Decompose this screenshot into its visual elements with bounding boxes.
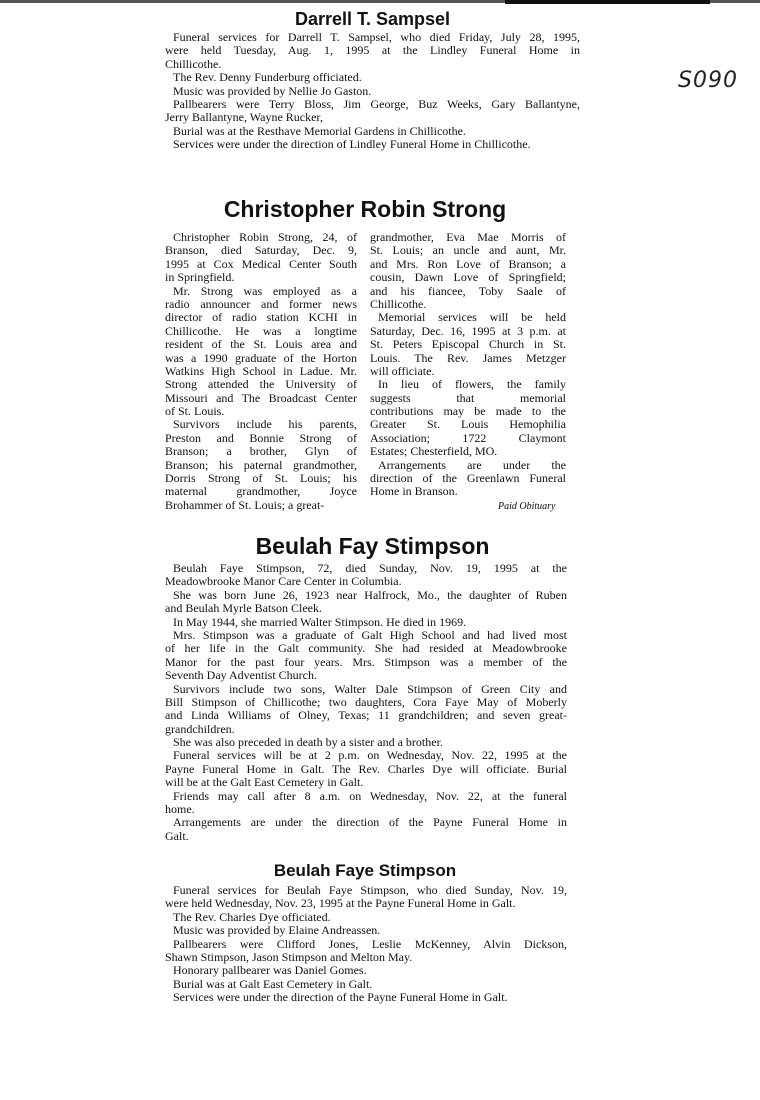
text-line: Missouri and The Broadcast Center (165, 390, 357, 405)
text-line: In lieu of flowers, the family (378, 377, 566, 392)
obituary-title-stimpson-services: Beulah Faye Stimpson (273, 861, 457, 880)
text-line: contributions may be made to the (370, 404, 566, 419)
text-line: Watkins High School in Ladue. Mr. (165, 363, 357, 378)
obituary-body-sampsel (165, 31, 580, 152)
text-line: St. Louis; an uncle and aunt, Mr. (370, 243, 566, 258)
text-line: were held Tuesday, Aug. 1, 1995 at the Lindley Funeral Home in (165, 43, 580, 58)
text-line: Payne Funeral Home in Galt. The Rev. Charles Dye will officiate. Burial (165, 761, 567, 776)
obituary-body-stimpson-services (165, 884, 567, 1005)
text-line: The Rev. Denny Funderburg officiated. (173, 70, 362, 85)
text-line: She was born June 26, 1923 near Halfrock, Mo., the daughter of Ruben (173, 587, 567, 602)
text-line: Survivors include two sons, Walter Dale Stimpson of Green City and (173, 681, 567, 696)
text-line: and his fiancee, Toby Saale of (370, 283, 566, 298)
obituary-title-strong: Christopher Robin Strong (223, 196, 507, 222)
text-line: grandmother, Eva Mae Morris of (370, 230, 566, 244)
scan-top-edge-dark (505, 0, 710, 4)
text-line: Branson; his paternal grandmother, (165, 457, 357, 472)
text-line: Branson; a brother, Glyn of (165, 444, 357, 459)
obituary-body-stimpson (165, 562, 567, 843)
text-line: Burial was at Galt East Cemetery in Galt. (173, 976, 373, 991)
text-line: Funeral services for Beulah Faye Stimpson, who died Sunday, Nov. 19, (173, 883, 567, 897)
text-line: Burial was at the Resthave Memorial Gardens in Chillicothe. (173, 123, 466, 138)
text-line: Strong attended the University of (165, 377, 357, 392)
text-line: Meadowbrooke Manor Care Center in Columbia. (165, 574, 402, 589)
text-line: Survivors include his parents, (173, 417, 357, 432)
text-line: radio announcer and former news (165, 296, 357, 311)
text-line: director of radio station KCHI in (165, 310, 357, 325)
text-line: Beulah Faye Stimpson, 72, died Sunday, Nov. 19, 1995 at the (173, 561, 567, 575)
text-line: Saturday, Dec. 16, 1995 at 3 p.m. at (370, 323, 566, 338)
text-line: Greater St. Louis Hemophilia (370, 417, 566, 432)
obituary-title-sampsel: Darrell T. Sampsel (294, 9, 451, 29)
text-line: Home in Branson. (370, 484, 458, 499)
text-line: Chillicothe. (370, 296, 427, 311)
text-line: Louis. The Rev. James Metzger (370, 350, 566, 365)
text-line: Brohammer of St. Louis; a great- (165, 497, 325, 512)
text-line: Services were under the direction of the Payne Funeral Home in Galt. (173, 990, 508, 1005)
text-line: Memorial services will be held (378, 310, 566, 325)
text-line: Manor for the past four years. Mrs. Stimpson was a member of the (165, 654, 567, 669)
text-line: Shawn Stimpson, Jason Stimpson and Melton May. (165, 949, 413, 964)
paid-obituary-label: Paid Obituary (498, 501, 556, 512)
text-line: Music was provided by Elaine Andreassen. (173, 923, 381, 938)
text-line: of her life in the Galt community. She had resided at Meadowbrooke (165, 641, 567, 656)
text-line: Honorary pallbearer was Daniel Gomes. (173, 963, 367, 978)
text-line: Estates; Chesterfield, MO. (370, 444, 498, 459)
text-line: of St. Louis. (165, 404, 225, 419)
text-line: direction of the Greenlawn Funeral (370, 471, 566, 486)
text-line: suggests that memorial (370, 390, 566, 405)
text-line: Chillicothe. He was a longtime (165, 323, 357, 338)
text-line: Pallbearers were Clifford Jones, Leslie McKenney, Alvin Dickson, (173, 936, 567, 951)
text-line: Funeral services for Darrell T. Sampsel, who died Friday, July 28, 1995, (173, 30, 580, 44)
text-line: Jerry Ballantyne, Wayne Rucker, (165, 110, 323, 125)
text-line: resident of the St. Louis area and (165, 337, 357, 352)
text-line: was a 1990 graduate of the Horton (165, 350, 357, 365)
text-line: will be at the Galt East Cemetery in Galt. (165, 775, 364, 790)
text-line: In May 1944, she married Walter Stimpson. He died in 1969. (173, 614, 467, 629)
text-line: Preston and Bonnie Strong of (165, 430, 357, 445)
text-line: Seventh Day Adventist Church. (165, 668, 317, 683)
text-line: Bill Stimpson of Chillicothe; two daughters, Cora Faye May of Moberly (165, 694, 567, 709)
text-line: Funeral services will be at 2 p.m. on Wednesday, Nov. 22, 1995 at the (173, 748, 567, 763)
text-line: and Linda Williams of Olney, Texas; 11 grandchildren; and seven great- (165, 708, 567, 723)
text-line: She was also preceded in death by a sister and a brother. (173, 735, 443, 750)
text-line: and Mrs. Ron Love of Branson; a (370, 256, 566, 271)
text-line: were held Wednesday, Nov. 23, 1995 at the Payne Funeral Home in Galt. (165, 896, 516, 911)
text-line: St. Peters Episcopal Church in St. (370, 337, 566, 352)
text-line: The Rev. Charles Dye officiated. (173, 909, 331, 924)
text-line: Pallbearers were Terry Bloss, Jim George, Buz Weeks, Gary Ballantyne, (173, 96, 580, 111)
text-line: and Beulah Myrle Batson Cleek. (165, 601, 322, 616)
text-line: will officiate. (370, 363, 435, 378)
text-line: Branson, died Saturday, Dec. 9, (165, 243, 357, 258)
text-line: Dorris Strong of St. Louis; his (165, 471, 357, 486)
text-line: grandchildren. (165, 721, 235, 736)
obituary-title-stimpson: Beulah Fay Stimpson (255, 533, 490, 559)
handwritten-page-marker: S090 (678, 68, 738, 93)
text-line: Services were under the direction of Lindley Funeral Home in Chillicothe. (173, 137, 531, 152)
text-line: cousin, Dawn Love of Springfield; (370, 270, 566, 285)
obituary-body-strong-col1 (165, 231, 357, 512)
obituary-body-strong-col2 (370, 231, 566, 499)
text-line: Christopher Robin Strong, 24, of (173, 230, 357, 244)
text-line: home. (165, 802, 195, 817)
text-line: maternal grandmother, Joyce (165, 484, 357, 499)
text-line: Arrangements are under the direction of the Payne Funeral Home in (173, 815, 567, 830)
text-line: Friends may call after 8 a.m. on Wednesday, Nov. 22, at the funeral (173, 788, 567, 803)
text-line: Chillicothe. (165, 56, 222, 71)
text-line: 1995 at Cox Medical Center South (165, 256, 357, 271)
text-line: in Springfield. (165, 270, 235, 285)
text-line: Music was provided by Nellie Jo Gaston. (173, 83, 372, 98)
text-line: Association; 1722 Claymont (370, 430, 566, 445)
text-line: Mrs. Stimpson was a graduate of Galt High School and had lived most (173, 627, 567, 642)
text-line: Galt. (165, 828, 189, 843)
text-line: Mr. Strong was employed as a (173, 283, 357, 298)
text-line: Arrangements are under the (378, 457, 566, 472)
